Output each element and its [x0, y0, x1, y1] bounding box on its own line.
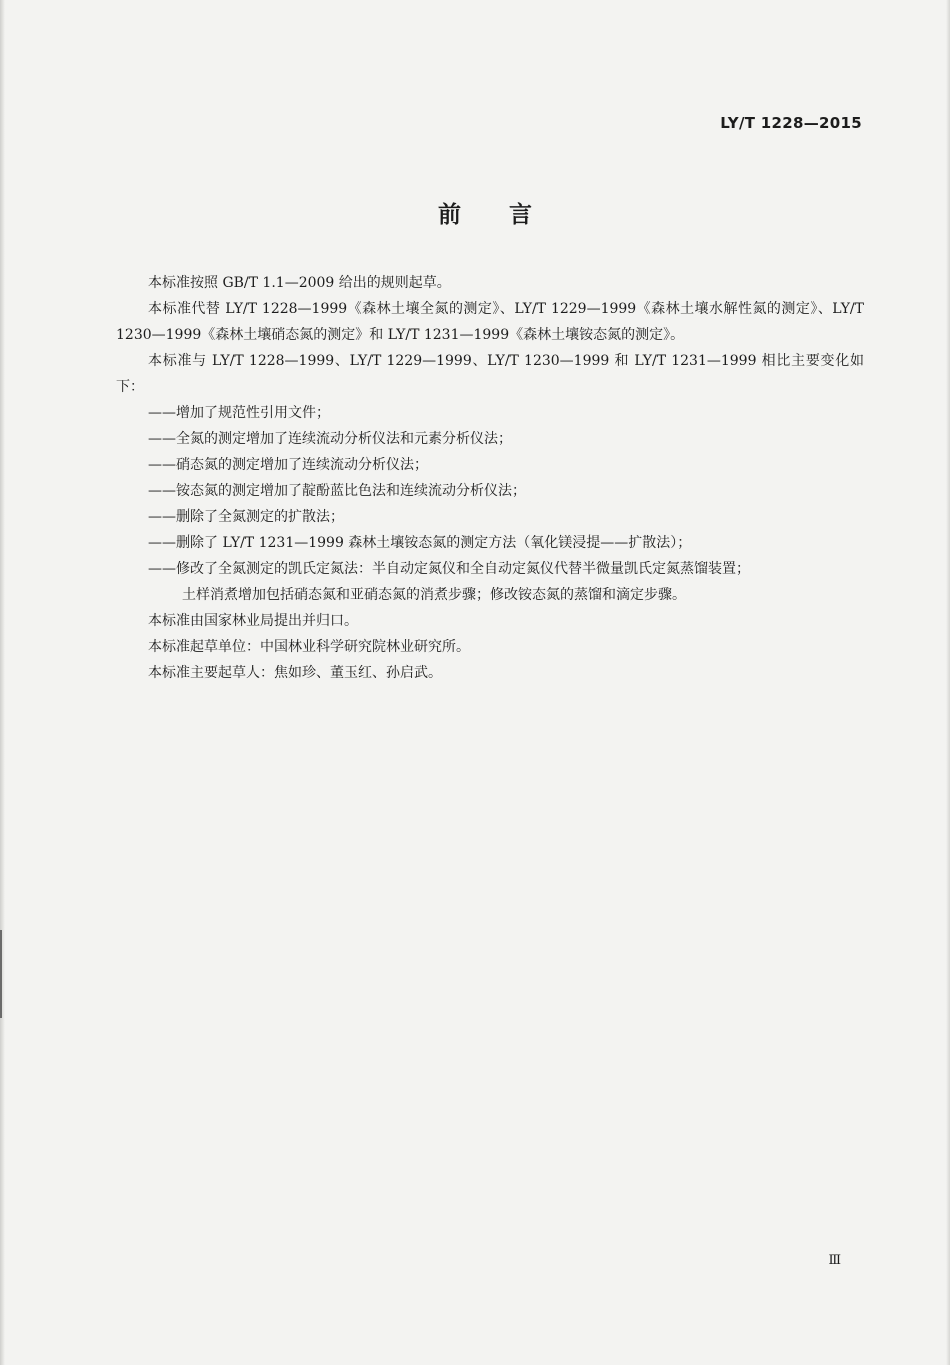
paragraph-drafters: 本标准主要起草人：焦如珍、董玉红、孙启武。: [148, 665, 442, 681]
change-item: ——全氮的测定增加了连续流动分析仪法和元素分析仪法；: [148, 431, 512, 447]
change-item: ——删除了 LY/T 1231—1999 森林土壤铵态氮的测定方法（氧化镁浸提——扩散法）；: [148, 535, 692, 551]
paragraph-drafting-unit: 本标准起草单位：中国林业科学研究院林业研究所。: [148, 639, 470, 655]
change-item: ——硝态氮的测定增加了连续流动分析仪法；: [148, 457, 428, 473]
change-item: ——删除了全氮测定的扩散法；: [148, 509, 344, 525]
change-item: ——增加了规范性引用文件；: [148, 405, 330, 421]
paragraph-drafting-rules: 本标准按照 GB/T 1.1—2009 给出的规则起草。: [148, 275, 451, 291]
document-code: LY/T 1228—2015: [720, 114, 862, 132]
paragraph-replaces: 本标准代替 LY/T 1228—1999《森林土壤全氮的测定》、LY/T 1229—1999《森林土壤水解性氮的测定》、LY/T 1230—1999《森林土壤硝态氮的测定》和 LY/T 1231—1999《森林土壤铵态氮的测定》。: [116, 301, 864, 343]
foreword-body: [116, 270, 864, 686]
paragraph-main-changes: 本标准与 LY/T 1228—1999、LY/T 1229—1999、LY/T 1230—1999 和 LY/T 1231—1999 相比主要变化如下：: [116, 353, 864, 395]
scan-edge-left: [0, 0, 5, 1365]
change-item: ——铵态氮的测定增加了靛酚蓝比色法和连续流动分析仪法；: [148, 483, 526, 499]
scan-mark: [0, 930, 2, 1018]
page-number: Ⅲ: [828, 1253, 840, 1268]
change-item-continuation: 土样消煮增加包括硝态氮和亚硝态氮的消煮步骤；修改铵态氮的蒸馏和滴定步骤。: [182, 587, 686, 603]
scan-edge-right: [946, 0, 950, 1365]
change-item: ——修改了全氮测定的凯氏定氮法：半自动定氮仪和全自动定氮仪代替半微量凯氏定氮蒸馏装置；: [148, 561, 750, 577]
page-title: 前言: [438, 202, 580, 228]
paragraph-proposer: 本标准由国家林业局提出并归口。: [148, 613, 358, 629]
